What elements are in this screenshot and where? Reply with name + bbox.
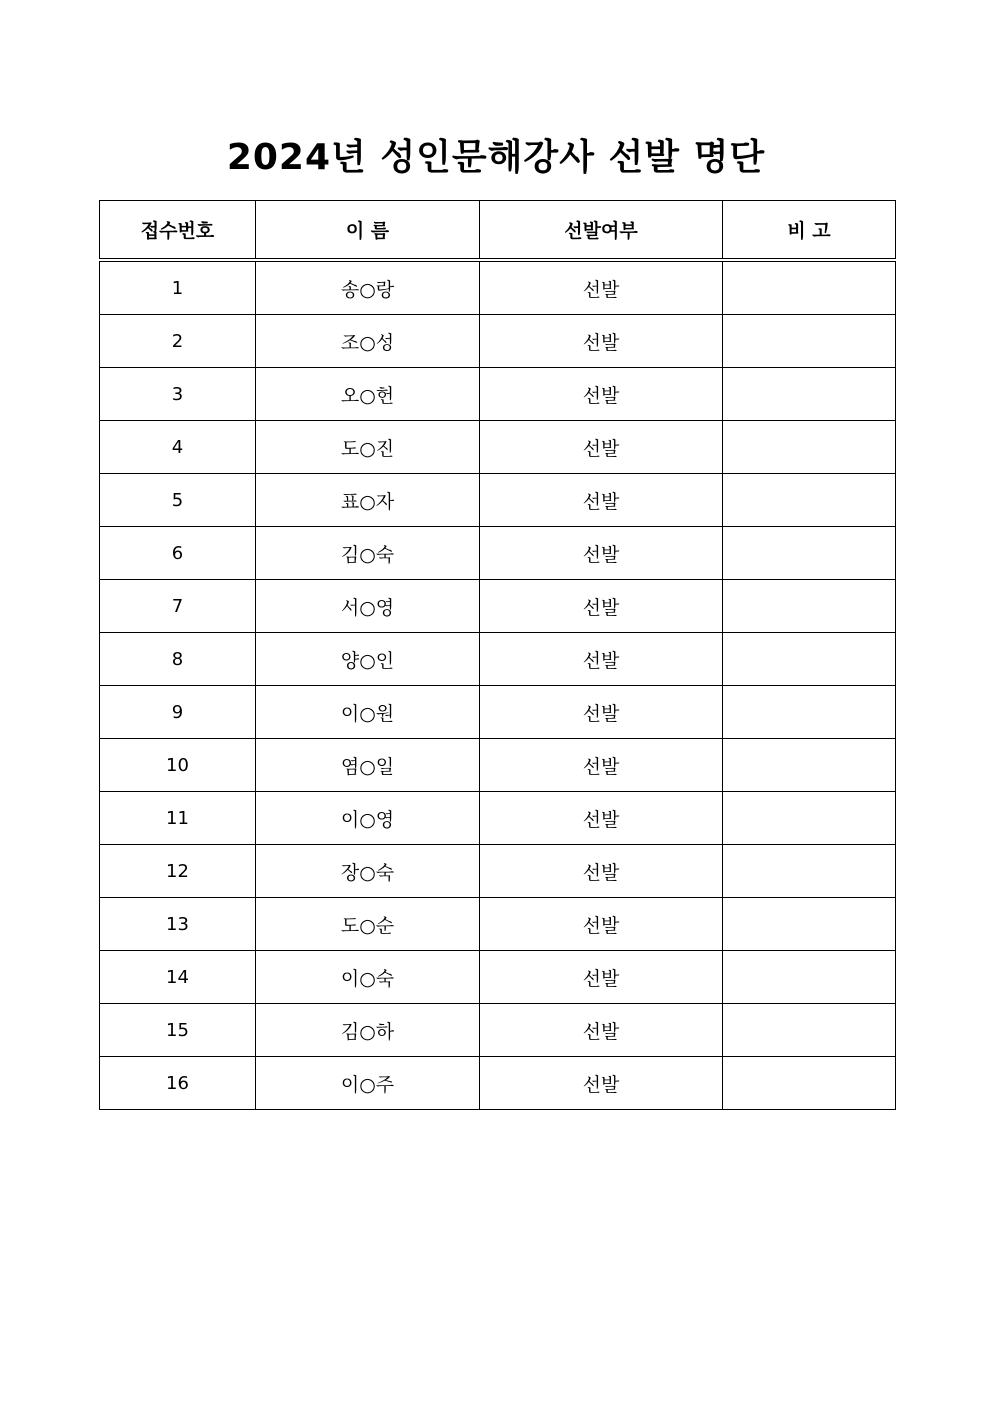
table-row <box>100 633 896 686</box>
table-row <box>100 368 896 421</box>
header-row <box>100 201 896 261</box>
receipt-number-cell: 1 <box>100 260 256 315</box>
remarks-cell <box>723 1004 896 1057</box>
table-row <box>100 739 896 792</box>
name-cell: 조○성 <box>256 315 480 368</box>
remarks-cell <box>723 260 896 315</box>
remarks-cell <box>723 315 896 368</box>
receipt-number-cell: 7 <box>100 580 256 633</box>
selection-table <box>99 200 896 1110</box>
selection-status-cell: 선발 <box>480 474 723 527</box>
name-cell: 오○헌 <box>256 368 480 421</box>
header-receipt-number: 접수번호 <box>100 201 256 261</box>
name-cell: 서○영 <box>256 580 480 633</box>
table-row <box>100 1004 896 1057</box>
selection-status-cell: 선발 <box>480 686 723 739</box>
remarks-cell <box>723 951 896 1004</box>
selection-status-cell: 선발 <box>480 368 723 421</box>
name-cell: 표○자 <box>256 474 480 527</box>
receipt-number-cell: 8 <box>100 633 256 686</box>
selection-status-cell: 선발 <box>480 1057 723 1110</box>
name-cell: 이○숙 <box>256 951 480 1004</box>
remarks-cell <box>723 686 896 739</box>
table-row <box>100 845 896 898</box>
remarks-cell <box>723 580 896 633</box>
header-remarks: 비 고 <box>723 201 896 261</box>
name-cell: 이○원 <box>256 686 480 739</box>
selection-status-cell: 선발 <box>480 315 723 368</box>
table-row <box>100 421 896 474</box>
remarks-cell <box>723 527 896 580</box>
table-row <box>100 898 896 951</box>
page-title: 2024년 성인문해강사 선발 명단 <box>226 137 766 178</box>
selection-status-cell: 선발 <box>480 845 723 898</box>
table-row <box>100 315 896 368</box>
receipt-number-cell: 3 <box>100 368 256 421</box>
name-cell: 도○진 <box>256 421 480 474</box>
name-cell: 염○일 <box>256 739 480 792</box>
receipt-number-cell: 15 <box>100 1004 256 1057</box>
receipt-number-cell: 4 <box>100 421 256 474</box>
header-name: 이 름 <box>256 201 480 261</box>
selection-status-cell: 선발 <box>480 1004 723 1057</box>
name-cell: 이○영 <box>256 792 480 845</box>
remarks-cell <box>723 898 896 951</box>
remarks-cell <box>723 845 896 898</box>
selection-status-cell: 선발 <box>480 421 723 474</box>
table-row <box>100 474 896 527</box>
selection-status-cell: 선발 <box>480 792 723 845</box>
selection-status-cell: 선발 <box>480 580 723 633</box>
table-header <box>100 201 896 261</box>
receipt-number-cell: 10 <box>100 739 256 792</box>
table-row <box>100 792 896 845</box>
table-row <box>100 1057 896 1110</box>
table-row <box>100 527 896 580</box>
selection-status-cell: 선발 <box>480 739 723 792</box>
remarks-cell <box>723 421 896 474</box>
receipt-number-cell: 9 <box>100 686 256 739</box>
remarks-cell <box>723 739 896 792</box>
name-cell: 양○인 <box>256 633 480 686</box>
selection-status-cell: 선발 <box>480 951 723 1004</box>
receipt-number-cell: 13 <box>100 898 256 951</box>
name-cell: 송○랑 <box>256 260 480 315</box>
selection-status-cell: 선발 <box>480 260 723 315</box>
table-body <box>100 260 896 1110</box>
table-row <box>100 951 896 1004</box>
receipt-number-cell: 12 <box>100 845 256 898</box>
receipt-number-cell: 5 <box>100 474 256 527</box>
table-row <box>100 686 896 739</box>
remarks-cell <box>723 792 896 845</box>
name-cell: 장○숙 <box>256 845 480 898</box>
receipt-number-cell: 6 <box>100 527 256 580</box>
name-cell: 김○숙 <box>256 527 480 580</box>
selection-status-cell: 선발 <box>480 633 723 686</box>
table-row <box>100 580 896 633</box>
receipt-number-cell: 16 <box>100 1057 256 1110</box>
remarks-cell <box>723 368 896 421</box>
selection-status-cell: 선발 <box>480 898 723 951</box>
receipt-number-cell: 14 <box>100 951 256 1004</box>
table-row <box>100 260 896 315</box>
remarks-cell <box>723 1057 896 1110</box>
name-cell: 이○주 <box>256 1057 480 1110</box>
receipt-number-cell: 2 <box>100 315 256 368</box>
selection-status-cell: 선발 <box>480 527 723 580</box>
remarks-cell <box>723 633 896 686</box>
receipt-number-cell: 11 <box>100 792 256 845</box>
header-selection-status: 선발여부 <box>480 201 723 261</box>
remarks-cell <box>723 474 896 527</box>
name-cell: 김○하 <box>256 1004 480 1057</box>
name-cell: 도○순 <box>256 898 480 951</box>
